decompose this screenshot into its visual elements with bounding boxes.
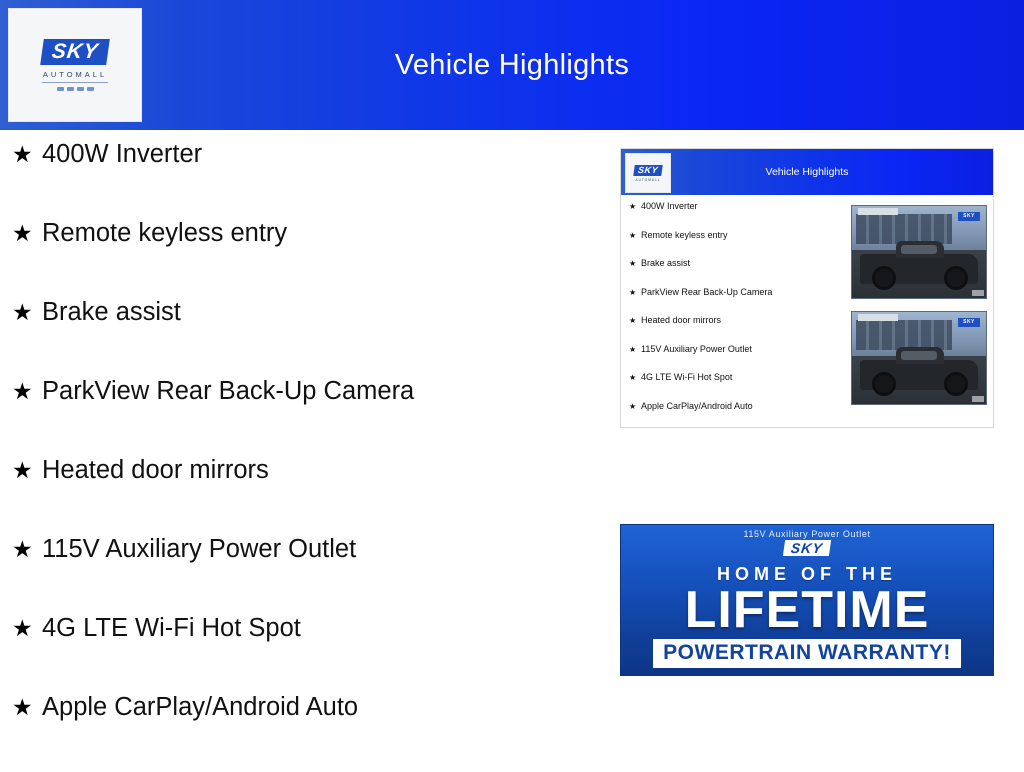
star-icon: ★ xyxy=(12,299,33,325)
feature-label: Brake assist xyxy=(641,258,691,268)
feature-label: 115V Auxiliary Power Outlet xyxy=(641,343,752,354)
thumbnail-logo-wordmark: SKY xyxy=(633,165,663,176)
list-item xyxy=(0,693,600,772)
logo-divider xyxy=(42,82,108,83)
list-item xyxy=(629,372,844,401)
photo-watermark: SKY xyxy=(958,212,980,221)
list-item xyxy=(0,140,600,219)
list-item xyxy=(0,456,600,535)
thumbnail-dealer-logo xyxy=(625,153,671,193)
list-item xyxy=(0,298,600,377)
banner-powertrain-warranty: POWERTRAIN WARRANTY! xyxy=(653,639,961,668)
list-item xyxy=(0,219,600,298)
thumbnail-feature-list xyxy=(629,201,844,428)
star-icon: ★ xyxy=(629,230,637,240)
feature-label: 115V Auxiliary Power Outlet xyxy=(42,535,357,563)
list-item xyxy=(629,230,844,259)
thumbnail-logo-subtitle: AUTOMALL xyxy=(635,177,661,182)
star-icon: ★ xyxy=(12,457,33,483)
feature-label: Heated door mirrors xyxy=(42,456,269,484)
feature-label: Remote keyless entry xyxy=(641,229,728,240)
list-item xyxy=(629,344,844,373)
truck-wheel xyxy=(944,372,968,396)
slide-header xyxy=(0,0,1024,130)
showroom-banner xyxy=(858,314,898,321)
logo-wordmark: SKY xyxy=(40,39,110,65)
feature-label: Apple CarPlay/Android Auto xyxy=(641,400,753,411)
star-icon: ★ xyxy=(12,220,33,246)
list-item xyxy=(629,287,844,316)
feature-label: ParkView Rear Back-Up Camera xyxy=(641,286,773,297)
feature-label: 400W Inverter xyxy=(42,140,203,168)
list-item xyxy=(629,258,844,287)
vehicle-photo-front xyxy=(851,205,987,299)
feature-label: Apple CarPlay/Android Auto xyxy=(42,693,359,721)
logo-dots-icon xyxy=(57,87,94,91)
truck-wheel xyxy=(872,372,896,396)
feature-label: 400W Inverter xyxy=(641,201,698,211)
list-item xyxy=(629,401,844,429)
slide-thumbnail-preview[interactable] xyxy=(620,148,994,428)
banner-lifetime: LIFETIME xyxy=(684,581,930,639)
dealer-logo xyxy=(8,8,142,122)
showroom-banner xyxy=(858,208,898,215)
star-icon: ★ xyxy=(12,694,33,720)
star-icon: ★ xyxy=(629,202,637,211)
photo-watermark: SKY xyxy=(958,318,980,327)
star-icon: ★ xyxy=(629,401,637,411)
truck-wheel xyxy=(872,266,896,290)
star-icon: ★ xyxy=(12,378,33,404)
truck-cab xyxy=(896,241,944,258)
lifetime-warranty-banner xyxy=(620,524,994,676)
truck-cab xyxy=(896,347,944,364)
vehicle-photo-rear xyxy=(851,311,987,405)
feature-label: Remote keyless entry xyxy=(42,219,288,247)
list-item xyxy=(0,535,600,614)
star-icon: ★ xyxy=(629,287,637,297)
star-icon: ★ xyxy=(12,536,33,562)
feature-label: 4G LTE Wi-Fi Hot Spot xyxy=(42,614,301,642)
thumbnail-title: Vehicle Highlights xyxy=(765,166,849,178)
feature-label: Heated door mirrors xyxy=(641,315,722,325)
list-item xyxy=(629,315,844,344)
feature-label: Brake assist xyxy=(42,298,181,326)
photo-corner-tag xyxy=(972,396,984,402)
vehicle-feature-list xyxy=(0,140,600,772)
list-item xyxy=(0,377,600,456)
banner-top-line: 115V Auxiliary Power Outlet xyxy=(743,529,871,539)
star-icon: ★ xyxy=(629,259,637,268)
showroom-windows xyxy=(856,320,952,350)
logo-subtitle: AUTOMALL xyxy=(42,70,108,79)
photo-corner-tag xyxy=(972,290,984,296)
truck-wheel xyxy=(944,266,968,290)
list-item xyxy=(629,201,844,230)
page-title: Vehicle Highlights xyxy=(394,48,630,81)
star-icon: ★ xyxy=(12,141,33,167)
banner-logo: SKY xyxy=(783,540,831,556)
logo-inner xyxy=(42,39,108,91)
star-icon: ★ xyxy=(629,344,637,354)
feature-label: ParkView Rear Back-Up Camera xyxy=(42,377,415,405)
banner-home-of-the: HOME OF THE xyxy=(717,564,897,584)
list-item xyxy=(0,614,600,693)
star-icon: ★ xyxy=(629,373,637,382)
star-icon: ★ xyxy=(12,615,33,641)
feature-label: 4G LTE Wi-Fi Hot Spot xyxy=(641,372,733,382)
showroom-windows xyxy=(856,214,952,244)
star-icon: ★ xyxy=(629,316,637,325)
